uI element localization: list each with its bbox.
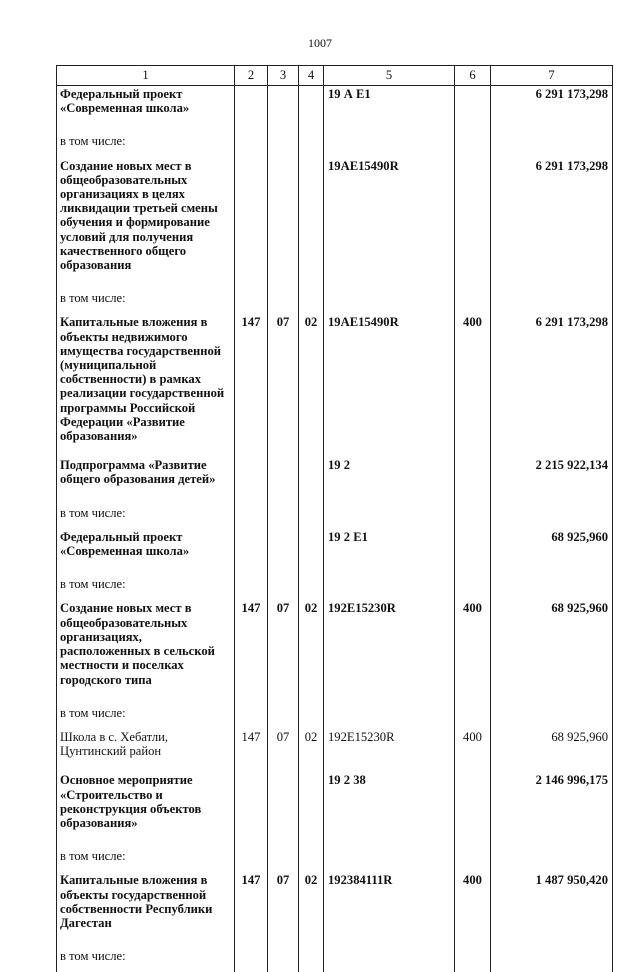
table-row bbox=[57, 729, 613, 772]
cell-name: Создание новых мест в общеобразовательных организациях в целях ликвидации третьей смены обучения и формирование условий для получения качественного общего образования bbox=[57, 158, 235, 287]
cell-pr bbox=[299, 86, 324, 130]
cell-sum: 2 215 922,134 bbox=[491, 457, 613, 500]
cell-csr: 192Е15230R bbox=[324, 600, 455, 700]
cell-rz bbox=[268, 158, 299, 287]
cell-rz bbox=[268, 129, 299, 157]
cell-csr bbox=[324, 501, 455, 529]
cell-csr bbox=[324, 572, 455, 600]
cell-rz bbox=[268, 457, 299, 500]
cell-ved bbox=[235, 286, 268, 314]
cell-vr bbox=[455, 572, 491, 600]
cell-pr: 02 bbox=[299, 600, 324, 700]
cell-vr bbox=[455, 158, 491, 287]
cell-vr: 400 bbox=[455, 314, 491, 457]
cell-pr: 02 bbox=[299, 314, 324, 457]
cell-name: в том числе: bbox=[57, 944, 235, 972]
cell-rz bbox=[268, 501, 299, 529]
cell-vr bbox=[455, 86, 491, 130]
header-col-2: 2 bbox=[235, 66, 268, 86]
cell-csr: 19 2 38 bbox=[324, 772, 455, 844]
cell-csr: 19 2 bbox=[324, 457, 455, 500]
cell-rz bbox=[268, 529, 299, 572]
cell-rz bbox=[268, 844, 299, 872]
cell-name: Капитальные вложения в объекты государственной собственности Республики Дагестан bbox=[57, 872, 235, 944]
cell-sum bbox=[491, 701, 613, 729]
cell-ved bbox=[235, 529, 268, 572]
header-col-1: 1 bbox=[57, 66, 235, 86]
table-row bbox=[57, 286, 613, 314]
cell-rz bbox=[268, 701, 299, 729]
table-row bbox=[57, 158, 613, 287]
cell-pr bbox=[299, 701, 324, 729]
cell-ved bbox=[235, 86, 268, 130]
page-number: 1007 bbox=[0, 36, 640, 51]
table-row bbox=[57, 457, 613, 500]
table-row bbox=[57, 772, 613, 844]
cell-csr bbox=[324, 129, 455, 157]
cell-sum: 1 487 950,420 bbox=[491, 872, 613, 944]
cell-vr bbox=[455, 501, 491, 529]
cell-name: в том числе: bbox=[57, 501, 235, 529]
cell-ved bbox=[235, 701, 268, 729]
cell-csr bbox=[324, 286, 455, 314]
cell-name: Создание новых мест в общеобразовательных организациях, расположенных в сельской местности и поселках городского типа bbox=[57, 600, 235, 700]
cell-sum: 2 146 996,175 bbox=[491, 772, 613, 844]
cell-name: в том числе: bbox=[57, 286, 235, 314]
cell-sum: 68 925,960 bbox=[491, 729, 613, 772]
table-row bbox=[57, 872, 613, 944]
table-row bbox=[57, 529, 613, 572]
cell-ved: 147 bbox=[235, 314, 268, 457]
cell-pr: 02 bbox=[299, 872, 324, 944]
cell-sum bbox=[491, 844, 613, 872]
table-row bbox=[57, 501, 613, 529]
cell-name: Федеральный проект «Современная школа» bbox=[57, 529, 235, 572]
cell-sum bbox=[491, 944, 613, 972]
cell-rz: 07 bbox=[268, 314, 299, 457]
cell-ved bbox=[235, 457, 268, 500]
cell-csr: 19АЕ15490R bbox=[324, 314, 455, 457]
cell-vr bbox=[455, 944, 491, 972]
cell-rz bbox=[268, 86, 299, 130]
cell-pr bbox=[299, 286, 324, 314]
cell-pr bbox=[299, 457, 324, 500]
table-row bbox=[57, 572, 613, 600]
cell-vr: 400 bbox=[455, 729, 491, 772]
header-col-3: 3 bbox=[268, 66, 299, 86]
cell-name: Федеральный проект «Современная школа» bbox=[57, 86, 235, 130]
cell-ved bbox=[235, 129, 268, 157]
cell-ved: 147 bbox=[235, 600, 268, 700]
cell-name: в том числе: bbox=[57, 701, 235, 729]
cell-rz: 07 bbox=[268, 600, 299, 700]
cell-pr bbox=[299, 572, 324, 600]
cell-name: в том числе: bbox=[57, 844, 235, 872]
cell-vr bbox=[455, 457, 491, 500]
cell-sum: 68 925,960 bbox=[491, 529, 613, 572]
cell-ved: 147 bbox=[235, 729, 268, 772]
cell-vr bbox=[455, 286, 491, 314]
cell-name: Капитальные вложения в объекты недвижимого имущества государственной (муниципальной собственности) в рамках реализации государственной программы Российской Федерации «Развитие образования» bbox=[57, 314, 235, 457]
cell-pr bbox=[299, 501, 324, 529]
cell-rz bbox=[268, 944, 299, 972]
cell-ved bbox=[235, 158, 268, 287]
cell-pr bbox=[299, 844, 324, 872]
cell-ved: 147 bbox=[235, 872, 268, 944]
cell-sum bbox=[491, 501, 613, 529]
cell-ved bbox=[235, 944, 268, 972]
cell-vr bbox=[455, 772, 491, 844]
table-row bbox=[57, 844, 613, 872]
budget-table bbox=[56, 65, 613, 972]
cell-csr bbox=[324, 701, 455, 729]
cell-rz bbox=[268, 772, 299, 844]
cell-vr: 400 bbox=[455, 872, 491, 944]
cell-ved bbox=[235, 572, 268, 600]
cell-sum: 6 291 173,298 bbox=[491, 158, 613, 287]
cell-pr bbox=[299, 944, 324, 972]
header-col-4: 4 bbox=[299, 66, 324, 86]
cell-csr: 19 А Е1 bbox=[324, 86, 455, 130]
cell-name: Школа в с. Хебатли, Цунтинский район bbox=[57, 729, 235, 772]
cell-vr bbox=[455, 529, 491, 572]
header-col-6: 6 bbox=[455, 66, 491, 86]
cell-csr bbox=[324, 944, 455, 972]
cell-csr: 19АЕ15490R bbox=[324, 158, 455, 287]
table-header-row bbox=[57, 66, 613, 86]
cell-name: в том числе: bbox=[57, 572, 235, 600]
cell-pr bbox=[299, 158, 324, 287]
table-body bbox=[57, 86, 613, 972]
cell-pr bbox=[299, 529, 324, 572]
table-row bbox=[57, 600, 613, 700]
cell-sum bbox=[491, 286, 613, 314]
cell-sum bbox=[491, 129, 613, 157]
table-row bbox=[57, 129, 613, 157]
cell-rz: 07 bbox=[268, 872, 299, 944]
cell-ved bbox=[235, 501, 268, 529]
cell-csr bbox=[324, 844, 455, 872]
cell-name: Основное мероприятие «Строительство и реконструкция объектов образования» bbox=[57, 772, 235, 844]
cell-vr bbox=[455, 844, 491, 872]
cell-rz: 07 bbox=[268, 729, 299, 772]
cell-rz bbox=[268, 286, 299, 314]
table-row bbox=[57, 701, 613, 729]
cell-csr: 192384111R bbox=[324, 872, 455, 944]
cell-rz bbox=[268, 572, 299, 600]
cell-vr: 400 bbox=[455, 600, 491, 700]
cell-name: в том числе: bbox=[57, 129, 235, 157]
table-row bbox=[57, 86, 613, 130]
table-row bbox=[57, 944, 613, 972]
cell-vr bbox=[455, 129, 491, 157]
cell-pr: 02 bbox=[299, 729, 324, 772]
cell-sum: 6 291 173,298 bbox=[491, 314, 613, 457]
cell-vr bbox=[455, 701, 491, 729]
cell-csr: 19 2 Е1 bbox=[324, 529, 455, 572]
cell-pr bbox=[299, 772, 324, 844]
cell-sum: 68 925,960 bbox=[491, 600, 613, 700]
header-col-7: 7 bbox=[491, 66, 613, 86]
cell-ved bbox=[235, 844, 268, 872]
cell-name: Подпрограмма «Развитие общего образования детей» bbox=[57, 457, 235, 500]
header-col-5: 5 bbox=[324, 66, 455, 86]
cell-csr: 192Е15230R bbox=[324, 729, 455, 772]
cell-sum: 6 291 173,298 bbox=[491, 86, 613, 130]
cell-ved bbox=[235, 772, 268, 844]
table-row bbox=[57, 314, 613, 457]
cell-sum bbox=[491, 572, 613, 600]
cell-pr bbox=[299, 129, 324, 157]
